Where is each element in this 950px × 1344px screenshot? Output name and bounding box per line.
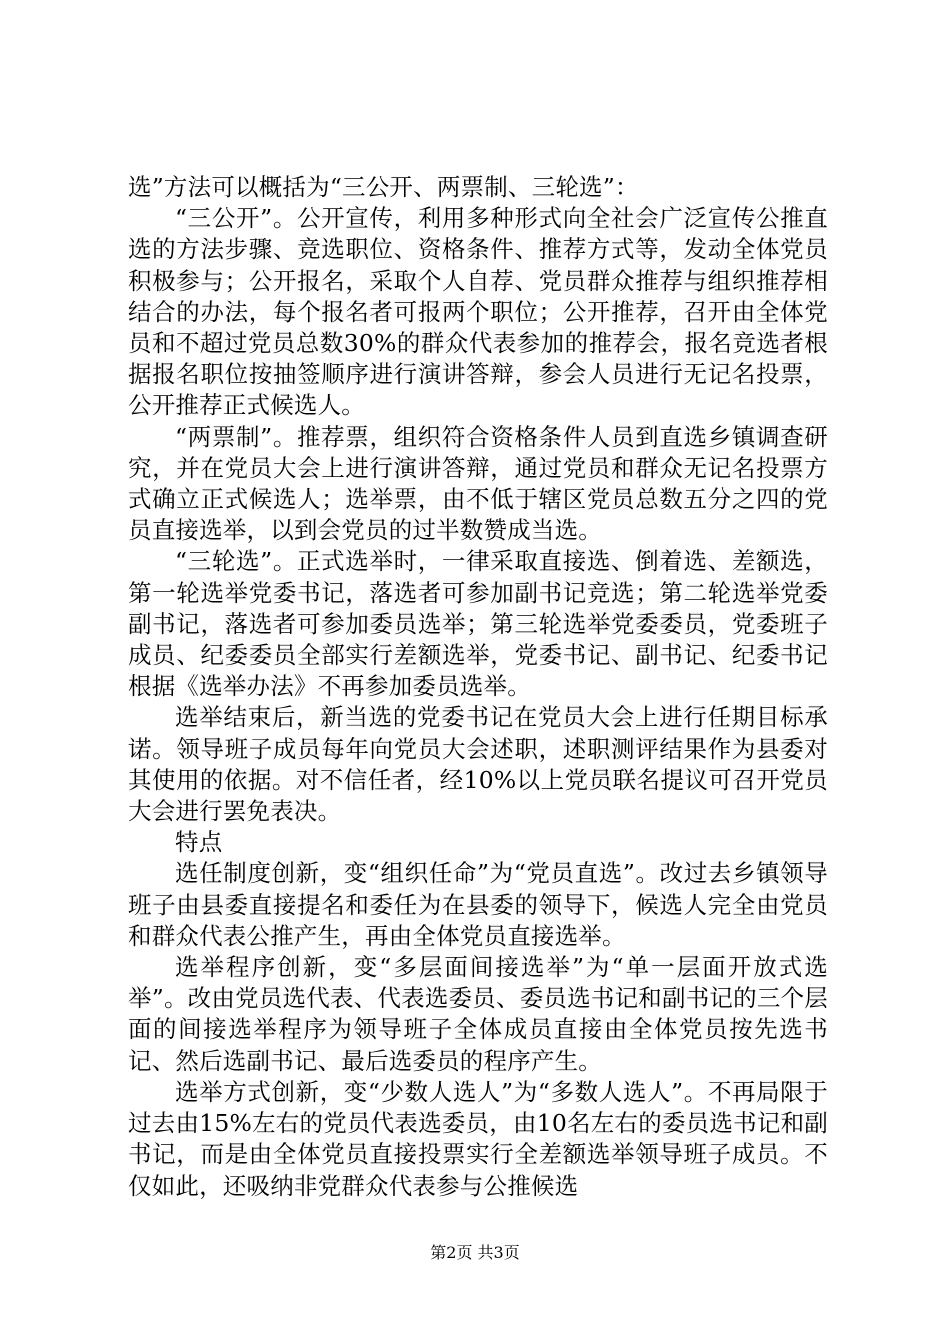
document-body	[128, 172, 828, 1202]
paragraph-method-innovation: 选举方式创新，变“少数人选人”为“多数人选人”。不再局限于过去由15%左右的党员代表选委员，由10名左右的委员选书记和副书记，而是由全体党员直接投票实行全差额选举领导班子成员。不仅如此，还吸纳非党群众代表参与公推候选	[128, 1077, 828, 1200]
paragraph-intro: 选”方法可以概括为“三公开、两票制、三轮选”：	[128, 173, 639, 201]
paragraph-two-votes: “两票制”。推荐票，组织符合资格条件人员到直选乡镇调查研究，并在党员大会上进行演讲答辩，通过党员和群众无记名投票方式确立正式候选人；选举票，由不低于辖区党员总数五分之四的党员直接选举，以到会党员的过半数赞成当选。	[128, 422, 828, 545]
section-heading-features: 特点	[175, 828, 223, 857]
paragraph-after-election: 选举结束后，新当选的党委书记在党员大会上进行任期目标承诺。领导班子成员每年向党员大会述职，述职测评结果作为县委对其使用的依据。对不信任者，经10%以上党员联名提议可召开党员大会进行罢免表决。	[128, 703, 828, 826]
page-number-footer: 第2页 共3页	[430, 1243, 520, 1262]
paragraph-system-innovation: 选任制度创新，变“组织任命”为“党员直选”。改过去乡镇领导班子由县委直接提名和委任为在县委的领导下，候选人完全由党员和群众代表公推产生，再由全体党员直接选举。	[128, 859, 828, 950]
paragraph-procedure-innovation: 选举程序创新，变“多层面间接选举”为“单一层面开放式选举”。改由党员选代表、代表选委员、委员选书记和副书记的三个层面的间接选举程序为领导班子全体成员直接由全体党员按先选书记、然后选副书记、最后选委员的程序产生。	[128, 953, 828, 1075]
paragraph-three-public: “三公开”。公开宣传，利用多种形式向全社会广泛宣传公推直选的方法步骤、竞选职位、资格条件、推荐方式等，发动全体党员积极参与；公开报名，采取个人自荐、党员群众推荐与组织推荐相结合的办法，每个报名者可报两个职位；公开推荐，召开由全体党员和不超过党员总数30%的群众代表参加的推荐会，报名竞选者根据报名职位按抽签顺序进行演讲答辩，参会人员进行无记名投票，公开推荐正式候选人。	[128, 204, 828, 420]
paragraph-three-rounds: “三轮选”。正式选举时，一律采取直接选、倒着选、差额选，第一轮选举党委书记，落选者可参加副书记竞选；第二轮选举党委副书记，落选者可参加委员选举；第三轮选举党委委员，党委班子成员、纪委委员全部实行差额选举，党委书记、副书记、纪委书记根据《选举办法》不再参加委员选举。	[128, 547, 828, 701]
